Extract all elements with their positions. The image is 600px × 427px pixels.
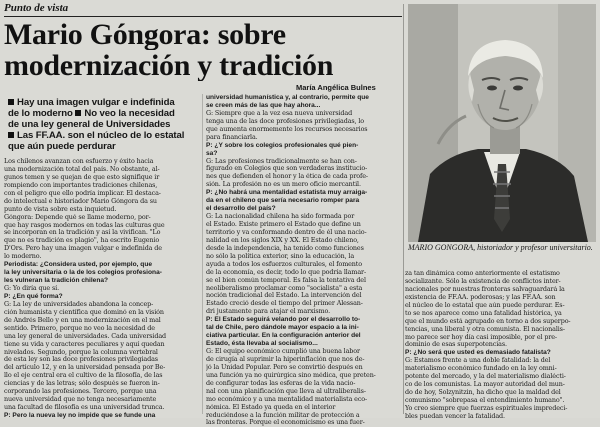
article-line: que hay rasgos modernos en todas las culturas que bbox=[4, 221, 165, 229]
top-rule bbox=[4, 16, 402, 17]
article-line: no sólo la política exterior, sino la educación, la bbox=[206, 252, 355, 260]
article-line: se el bien común temporal. Es falsa la tentativa del bbox=[206, 276, 366, 284]
article-line: les vulneran la tradición chilena? bbox=[4, 277, 109, 285]
article-line: Estado, ésta llevaba al socialismo... bbox=[206, 340, 318, 348]
deck-text: que aún puede perdurar bbox=[8, 141, 116, 152]
article-line: Yo creo siempre que fuerzas espirituales impredeci- bbox=[405, 404, 568, 412]
article-line: potente del mercado, y la del materialismo dialécti- bbox=[405, 373, 566, 381]
deck-text: de lo moderno bbox=[8, 108, 73, 119]
deck-text: Las FF.AA. son el núcleo de lo estatal bbox=[17, 130, 185, 141]
article-line: reduciéndose a la función militar de protección a bbox=[206, 411, 360, 419]
article-line: universidad humanística y, al contrario, permite que bbox=[206, 94, 369, 101]
article-line: figurado en Colegios que son verdaderas institucio- bbox=[206, 165, 368, 173]
article-line: bles puedan vencer la fatalidad. bbox=[405, 412, 505, 420]
deck-line-3 bbox=[8, 119, 170, 130]
deck-text: No veo la necesidad bbox=[84, 108, 175, 119]
bullet-square-icon bbox=[8, 99, 14, 105]
article-line: ciencias y de las letras; sólo después se fueron in- bbox=[4, 380, 160, 388]
article-line: socializante. Sólo la existencia de conflictos inter- bbox=[405, 277, 561, 285]
article-line: dominio de esas superpotencias. bbox=[405, 341, 507, 349]
article-column-3 bbox=[405, 270, 599, 421]
article-line: P: El Estado seguirá velando por el desarrollo to- bbox=[206, 316, 361, 324]
article-line: gunos temen y se quejan de que esto signifique ir bbox=[4, 173, 160, 181]
article-line: materialismo económico fundado en la ley omni- bbox=[405, 365, 557, 373]
article-line: tal de Chile, pero dándole mayor espacio a la ini- bbox=[206, 324, 359, 332]
article-line: nueva universidad que no tenga necesariamente bbox=[4, 396, 157, 404]
article-line: do intelectual e historiador Mario Góngora da su bbox=[4, 197, 157, 205]
deck-line-1 bbox=[8, 97, 175, 108]
article-line: G: Las profesiones tradicionalmente se han con- bbox=[206, 157, 357, 165]
article-line: el núcleo de lo estatal que aún puede perdurar. Es- bbox=[405, 301, 565, 309]
article-line: lo moderno. bbox=[4, 253, 42, 261]
article-line: de Andrés Bello y en una modernización en el mal bbox=[4, 316, 161, 324]
deck-text: Hay una imagen vulgar e indefinida bbox=[17, 97, 175, 108]
article-line: da en el chileno que sería necesario romper para bbox=[206, 197, 360, 205]
portrait-photo bbox=[408, 4, 596, 242]
article-line: P: ¿No será que usted es demasiado fatalista? bbox=[405, 349, 551, 357]
article-line: llo el eje central era el cultivo de la filosofía, de las bbox=[4, 372, 163, 380]
column-divider bbox=[202, 94, 203, 414]
article-line: una modernización total del país. No obstante, al- bbox=[4, 165, 160, 173]
article-line: nómica. El Estado ya queda en el interior bbox=[206, 403, 336, 411]
article-line: Góngora: Depende qué se llame moderno, por- bbox=[4, 213, 151, 221]
article-line: tenga una de las doce profesiones privilegiadas, lo bbox=[206, 117, 365, 125]
article-line: la ley universitaria o la de los colegios profesiona- bbox=[4, 269, 162, 277]
article-column-2 bbox=[206, 94, 402, 427]
article-line: del artículo 12, y en la universidad pensada por Be- bbox=[4, 364, 166, 372]
article-line: nacionales por nuestras fronteras salvaguardará la bbox=[405, 285, 565, 293]
article-line: jó la Unidad Popular. Pero se convirtió después en bbox=[206, 363, 363, 371]
article-line: desde la independencia, ha tenido como funciones bbox=[206, 244, 364, 252]
article-line: se incorporan en la tradición y así la vivifican. "Lo bbox=[4, 229, 161, 237]
article-line: una facultad de filosofía es una universidad trunca. bbox=[4, 404, 165, 412]
article-line: que aumenta enormemente los recursos necesarios bbox=[206, 125, 368, 133]
article-line: neoliberalismo proclamar como "socialista" a esta bbox=[206, 284, 363, 292]
bullet-square-icon bbox=[8, 132, 14, 138]
article-line: sentido. Primero, porque no veo la necesidad de bbox=[4, 324, 155, 332]
article-line: sión. La profesión no es un mero oficio mercantil. bbox=[206, 181, 361, 189]
article-line: de esta ley son las doce profesiones privilegiadas bbox=[4, 356, 158, 364]
article-line: do de hoy, Solzynitzin, ha dicho que la maldad del bbox=[405, 389, 561, 397]
article-line: mo económico y a una mentalidad materialista eco- bbox=[206, 395, 368, 403]
photo-caption: MARIO GONGORA, historiador y profesor universitario. bbox=[408, 243, 593, 252]
article-line: nivelados. Segundo, porque la columna vertebral bbox=[4, 348, 158, 356]
article-line: to se nos aparece como una fatalidad histórica, ya bbox=[405, 309, 562, 317]
article-line: las fronteras. Porque el economicismo es una fuer- bbox=[206, 419, 365, 427]
article-line: nes que defienden el honor y la ética de cada profe- bbox=[206, 173, 368, 181]
article-line: co de los comunistas. La mayor autoridad del mun- bbox=[405, 381, 565, 389]
article-line: de cirugía al suprimir la hiperinflación que nos de- bbox=[206, 355, 365, 363]
deck-text: de una ley general de Universidades bbox=[8, 119, 171, 130]
byline: María Angélica Bulnes bbox=[296, 83, 376, 92]
article-line: se creen más de las que hay ahora... bbox=[206, 101, 321, 109]
article-line: G: El equipo económico cumplió una buena labor bbox=[206, 348, 360, 355]
article-line: con el peligro que ello podría implicar. El destaca- bbox=[4, 189, 161, 197]
article-line: G: Estamos frente a una doble fatalidad: la del bbox=[405, 357, 551, 365]
article-line: P: Pero la nueva ley no impide que se funde una bbox=[4, 412, 156, 419]
article-line: P: ¿Y sobre los colegios profesionales qué pien- bbox=[206, 141, 359, 149]
article-line: mo parece ser hoy día casi imposible, por el pre- bbox=[405, 333, 557, 341]
portrait-illustration bbox=[408, 4, 596, 242]
article-line: Estado creció desde el tiempo del primer Alessan- bbox=[206, 300, 363, 308]
article-column-1 bbox=[4, 158, 200, 420]
article-line: punto de vista sobre esta inquietud. bbox=[4, 205, 117, 213]
article-line: ción humanista y científica que dominó en la visión bbox=[4, 308, 164, 316]
article-line: G: Yo diría que sí. bbox=[4, 285, 60, 292]
deck-line-2 bbox=[8, 108, 175, 119]
article-line: tiene su vida y caracteres peculiares y aquí quedan bbox=[4, 340, 165, 348]
deck-line-4 bbox=[8, 130, 184, 141]
article-line: corporando las profesiones. Tercero, porque una bbox=[4, 388, 157, 396]
article-line: de configurar todas las esferas de la vida nacio- bbox=[206, 379, 356, 387]
column-divider bbox=[403, 4, 404, 414]
article-line: Los chilenos avanzan con esfuerzo y éxito hacia bbox=[4, 158, 154, 165]
article-line: para financiarla. bbox=[206, 133, 258, 141]
article-line: una función ya no quirúrgica sino médica, que preten- bbox=[206, 371, 376, 379]
article-line: comunismo "sobrepasa el entendimiento humano". bbox=[405, 397, 565, 404]
section-label: Punto de vista bbox=[4, 2, 69, 14]
article-line: que no es tradición es plagio", ha escrito Eugenio bbox=[4, 237, 160, 245]
article-line: el desarrollo del país? bbox=[206, 205, 276, 213]
article-line: noción tradicional del Estado. La intervención del bbox=[206, 292, 362, 300]
article-line: sa? bbox=[206, 149, 218, 157]
article-line: existencia de FF.AA. poderosas; y las FF.AA. son bbox=[405, 293, 556, 301]
headline-line-2: modernización y tradición bbox=[4, 51, 334, 81]
article-line: una ley general de universidades. Cada universidad bbox=[4, 332, 166, 340]
article-line: P: ¿No habrá una mentalidad estatista muy arraiga- bbox=[206, 189, 368, 197]
article-line: territorio y va conformando dentro de él una nacio- bbox=[206, 228, 367, 236]
article-line: tencias, una liberal y otra comunista. El nacionalis- bbox=[405, 325, 565, 333]
article-line: G: La nacionalidad chilena ha sido formada por bbox=[206, 213, 355, 221]
article-line: nalidad en los siglos XIX y XX. El Estado chileno, bbox=[206, 236, 359, 244]
article-line: G: Siempre que a la vez esa nueva universidad bbox=[206, 109, 353, 117]
deck-line-5 bbox=[8, 141, 116, 152]
headline-line-1: Mario Góngora: sobre bbox=[4, 20, 286, 50]
article-line: ciativa particular. En la configuración anterior del bbox=[206, 332, 361, 340]
article-line: Periodista: ¿Considera usted, por ejemplo, que bbox=[4, 261, 153, 269]
article-line: ayuda a todos los esfuerzos culturales, el fomento bbox=[206, 260, 362, 268]
article-line: G: La ley de universidades abandona la concep- bbox=[4, 300, 154, 308]
article-line: nal con una planificación que lleva al ultraliberalis- bbox=[206, 387, 366, 395]
article-line: de la economía, es decir, todo lo que podría llamar- bbox=[206, 268, 366, 276]
article-line: rompiendo con importantes tradiciones chilenas, bbox=[4, 181, 158, 189]
article-line: D'Ors. Pero hay una imagen vulgar e indefinida de bbox=[4, 245, 162, 253]
article-line: que el mundo está agrupado en torno a dos superpo- bbox=[405, 317, 571, 325]
article-line: P: ¿En qué forma? bbox=[4, 292, 63, 300]
article-line: za tan dinámica como anteriormente el estatismo bbox=[405, 270, 560, 277]
article-line: dri justamente para atajar el marxismo. bbox=[206, 308, 331, 316]
article-line: el Estado. Existe primero el Estado que define un bbox=[206, 221, 361, 228]
bullet-square-icon bbox=[75, 110, 81, 116]
